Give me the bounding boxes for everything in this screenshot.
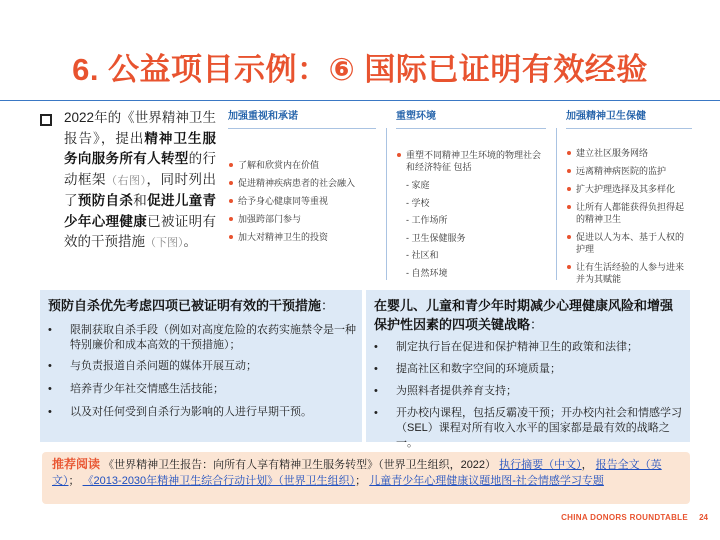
reading-text: [52, 456, 682, 489]
panel-title: 预防自杀优先考虑四项已被证明有效的干预措施：: [48, 298, 335, 313]
framework-item: 扩大护理选择及其多样化: [566, 183, 692, 195]
exec-summary-link[interactable]: 执行摘要（中文）: [499, 459, 582, 471]
framework-col-heading: 重塑环境: [396, 110, 546, 129]
framework-item: 促进精神疾病患者的社会融入: [228, 177, 376, 189]
panel-title: 在婴儿、儿童和青少年时期减少心理健康风险和增强保护性因素的四项关键战略：: [374, 298, 674, 332]
page-number: 24: [699, 513, 708, 522]
youth-strategies-panel: [366, 290, 690, 449]
framework-item: 远离精神病医院的监护: [566, 165, 692, 177]
intro-text-part: 的行动框架: [64, 151, 217, 187]
panel-item: • 提高社区和数字空间的环境质量；: [374, 363, 561, 375]
intro-text-part: 2022年的《世界精神卫生报告》，提出: [64, 110, 216, 146]
framework-item: 给予身心健康同等重视: [228, 195, 376, 207]
intro-text-part: 和: [133, 193, 148, 208]
framework-col-environment: [396, 110, 546, 284]
intro-text-part: 已被证明有效的干预措施: [64, 213, 217, 249]
panel-item: • 开办校内课程，包括反霸凌干预；开办校内社会和情感学习（SEL）课程对所有收入水平的国家都是最有效的战略之一。: [374, 407, 682, 449]
framework-item: 建立社区服务网络: [566, 147, 692, 159]
dot-bullet-icon: [567, 205, 571, 209]
framework-divider: [556, 128, 557, 280]
framework-item: 加强跨部门参与: [228, 213, 376, 225]
framework-subitem: - 社区和: [406, 250, 439, 260]
action-plan-link[interactable]: 《2013-2030年精神卫生综合行动计划》（世界卫生组织）: [82, 475, 356, 487]
reading-separator: ；: [355, 475, 367, 487]
intro-bold-suicide: 预防自杀: [77, 193, 134, 208]
recommended-reading: [42, 452, 690, 504]
intro-text: [64, 108, 216, 254]
intro-bold-youth: 促进儿童青少年心理健康: [64, 193, 217, 229]
framework-item: 促进以人为本、基于人权的护理: [566, 231, 692, 255]
panel-item: • 以及对任何受到自杀行为影响的人进行早期干预。: [48, 406, 312, 418]
title-divider: [0, 100, 720, 101]
intro-note-right: （右图）: [106, 174, 147, 187]
framework-subitem: - 工作场所: [406, 215, 448, 225]
framework-subitem: - 自然环境: [406, 267, 448, 278]
framework-subitem: - 卫生保健服务: [406, 232, 466, 243]
page-title: 6. 公益项目示例：⑥ 国际已证明有效经验: [72, 52, 648, 87]
dot-bullet-icon: [229, 235, 233, 239]
dot-bullet-icon: [397, 153, 401, 157]
suicide-prevention-panel: [40, 290, 362, 442]
panel-item: • 培养青少年社交情感生活技能；: [48, 383, 224, 395]
framework-subitem: - 家庭: [406, 180, 430, 190]
framework-col-commitment: [228, 110, 376, 249]
reading-separator: ；: [68, 475, 80, 487]
dot-bullet-icon: [229, 217, 233, 221]
framework-col-heading: 加强精神卫生保健: [566, 110, 692, 129]
full-report-link[interactable]: 报告全文（英文）: [52, 459, 662, 487]
framework-item: 让有生活经验的人参与进来并为其赋能: [566, 261, 692, 285]
framework-subitem: - 学校: [406, 197, 430, 208]
framework-divider: [386, 128, 387, 280]
panel-item: • 与负责报道自杀问题的媒体开展互动；: [48, 360, 257, 372]
framework-item: 重塑不同精神卫生环境的物理社会和经济特征 包括: [396, 149, 546, 173]
issue-map-link[interactable]: 儿童青少年心理健康议题地图-社会情感学习专题: [369, 475, 604, 487]
square-bullet-icon: [40, 114, 52, 126]
reading-report-title: 《世界精神卫生报告：向所有人享有精神卫生服务转型》（世界卫生组织，2022）: [103, 459, 497, 471]
intro-bold-transform: 精神卫生服务向服务所有人转型: [64, 130, 217, 166]
framework-item: 加大对精神卫生的投资: [228, 231, 376, 243]
dot-bullet-icon: [567, 151, 571, 155]
dot-bullet-icon: [567, 169, 571, 173]
dot-bullet-icon: [567, 235, 571, 239]
panel-item: • 限制获取自杀手段（例如对高度危险的农药实施禁令是一种特别廉价和成本高效的干预措施）；: [48, 324, 356, 351]
dot-bullet-icon: [567, 187, 571, 191]
intro-text-part: 。: [183, 234, 197, 249]
framework-col-care: [566, 110, 692, 291]
dot-bullet-icon: [229, 163, 233, 167]
reading-separator: ，: [581, 459, 593, 471]
dot-bullet-icon: [229, 181, 233, 185]
intro-note-below: （下图）: [145, 237, 184, 249]
intro-text-part: ，同时列出了: [64, 171, 216, 208]
dot-bullet-icon: [567, 265, 571, 269]
framework-col-heading: 加强重视和承诺: [228, 110, 376, 129]
panel-item: • 为照料者提供养育支持；: [374, 385, 517, 397]
footer-organization: CHINA DONORS ROUNDTABLE: [561, 513, 688, 522]
reading-label: 推荐阅读: [52, 457, 101, 471]
framework-item: 了解和欣赏内在价值: [228, 159, 376, 171]
dot-bullet-icon: [229, 199, 233, 203]
framework-item: 让所有人都能获得负担得起的精神卫生: [566, 201, 692, 225]
panel-item: • 制定执行旨在促进和保护精神卫生的政策和法律；: [374, 341, 638, 353]
